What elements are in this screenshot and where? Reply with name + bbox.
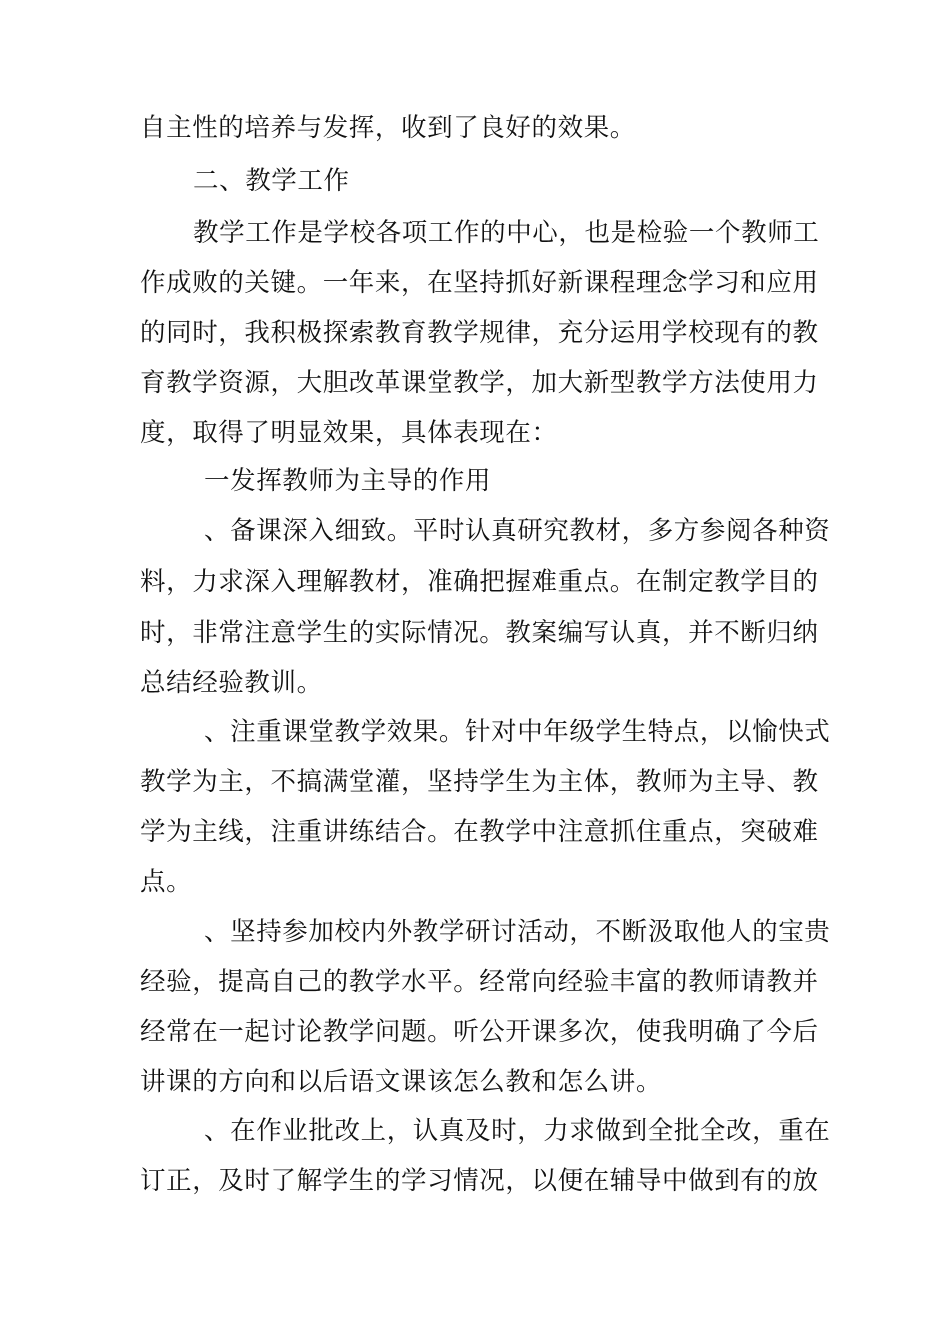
text-line: 学为主线，注重讲练结合。在教学中注意抓住重点，突破难	[140, 817, 819, 847]
text-line: 时，非常注意学生的实际情况。教案编写认真，并不断归纳	[140, 618, 819, 648]
text-line: 总结经验教训。	[140, 668, 323, 698]
text-line: 经常在一起讨论教学问题。听公开课多次，使我明确了今后	[140, 1017, 819, 1047]
text-line: 教学工作是学校各项工作的中心，也是检验一个教师工	[193, 218, 820, 248]
text-line: 料，力求深入理解教材，准确把握难重点。在制定教学目的	[140, 567, 819, 597]
text-line: 作成败的关键。一年来，在坚持抓好新课程理念学习和应用	[140, 268, 819, 298]
text-line: 订正，及时了解学生的学习情况，以便在辅导中做到有的放	[140, 1166, 819, 1196]
subsection-heading: 一发挥教师为主导的作用	[204, 466, 492, 496]
text-line: 、在作业批改上，认真及时，力求做到全批全改，重在	[204, 1116, 831, 1146]
text-line: 育教学资源，大胆改革课堂教学，加大新型教学方法使用力	[140, 368, 819, 398]
text-line: 的同时，我积极探索教育教学规律，充分运用学校现有的教	[140, 318, 819, 348]
text-line: 自主性的培养与发挥，收到了良好的效果。	[140, 113, 636, 143]
text-line: 讲课的方向和以后语文课该怎么教和怎么讲。	[140, 1067, 663, 1097]
text-line: 、注重课堂教学效果。针对中年级学生特点，以愉快式	[204, 717, 831, 747]
text-line: 点。	[140, 867, 193, 897]
section-heading: 二、教学工作	[193, 166, 350, 196]
text-line: 度，取得了明显效果，具体表现在：	[140, 418, 558, 448]
text-line: 、坚持参加校内外教学研讨活动，不断汲取他人的宝贵	[204, 917, 831, 947]
text-line: 经验，提高自己的教学水平。经常向经验丰富的教师请教并	[140, 967, 819, 997]
text-line: 、备课深入细致。平时认真研究教材，多方参阅各种资	[204, 516, 831, 546]
text-line: 教学为主，不搞满堂灌，坚持学生为主体，教师为主导、教	[140, 767, 819, 797]
